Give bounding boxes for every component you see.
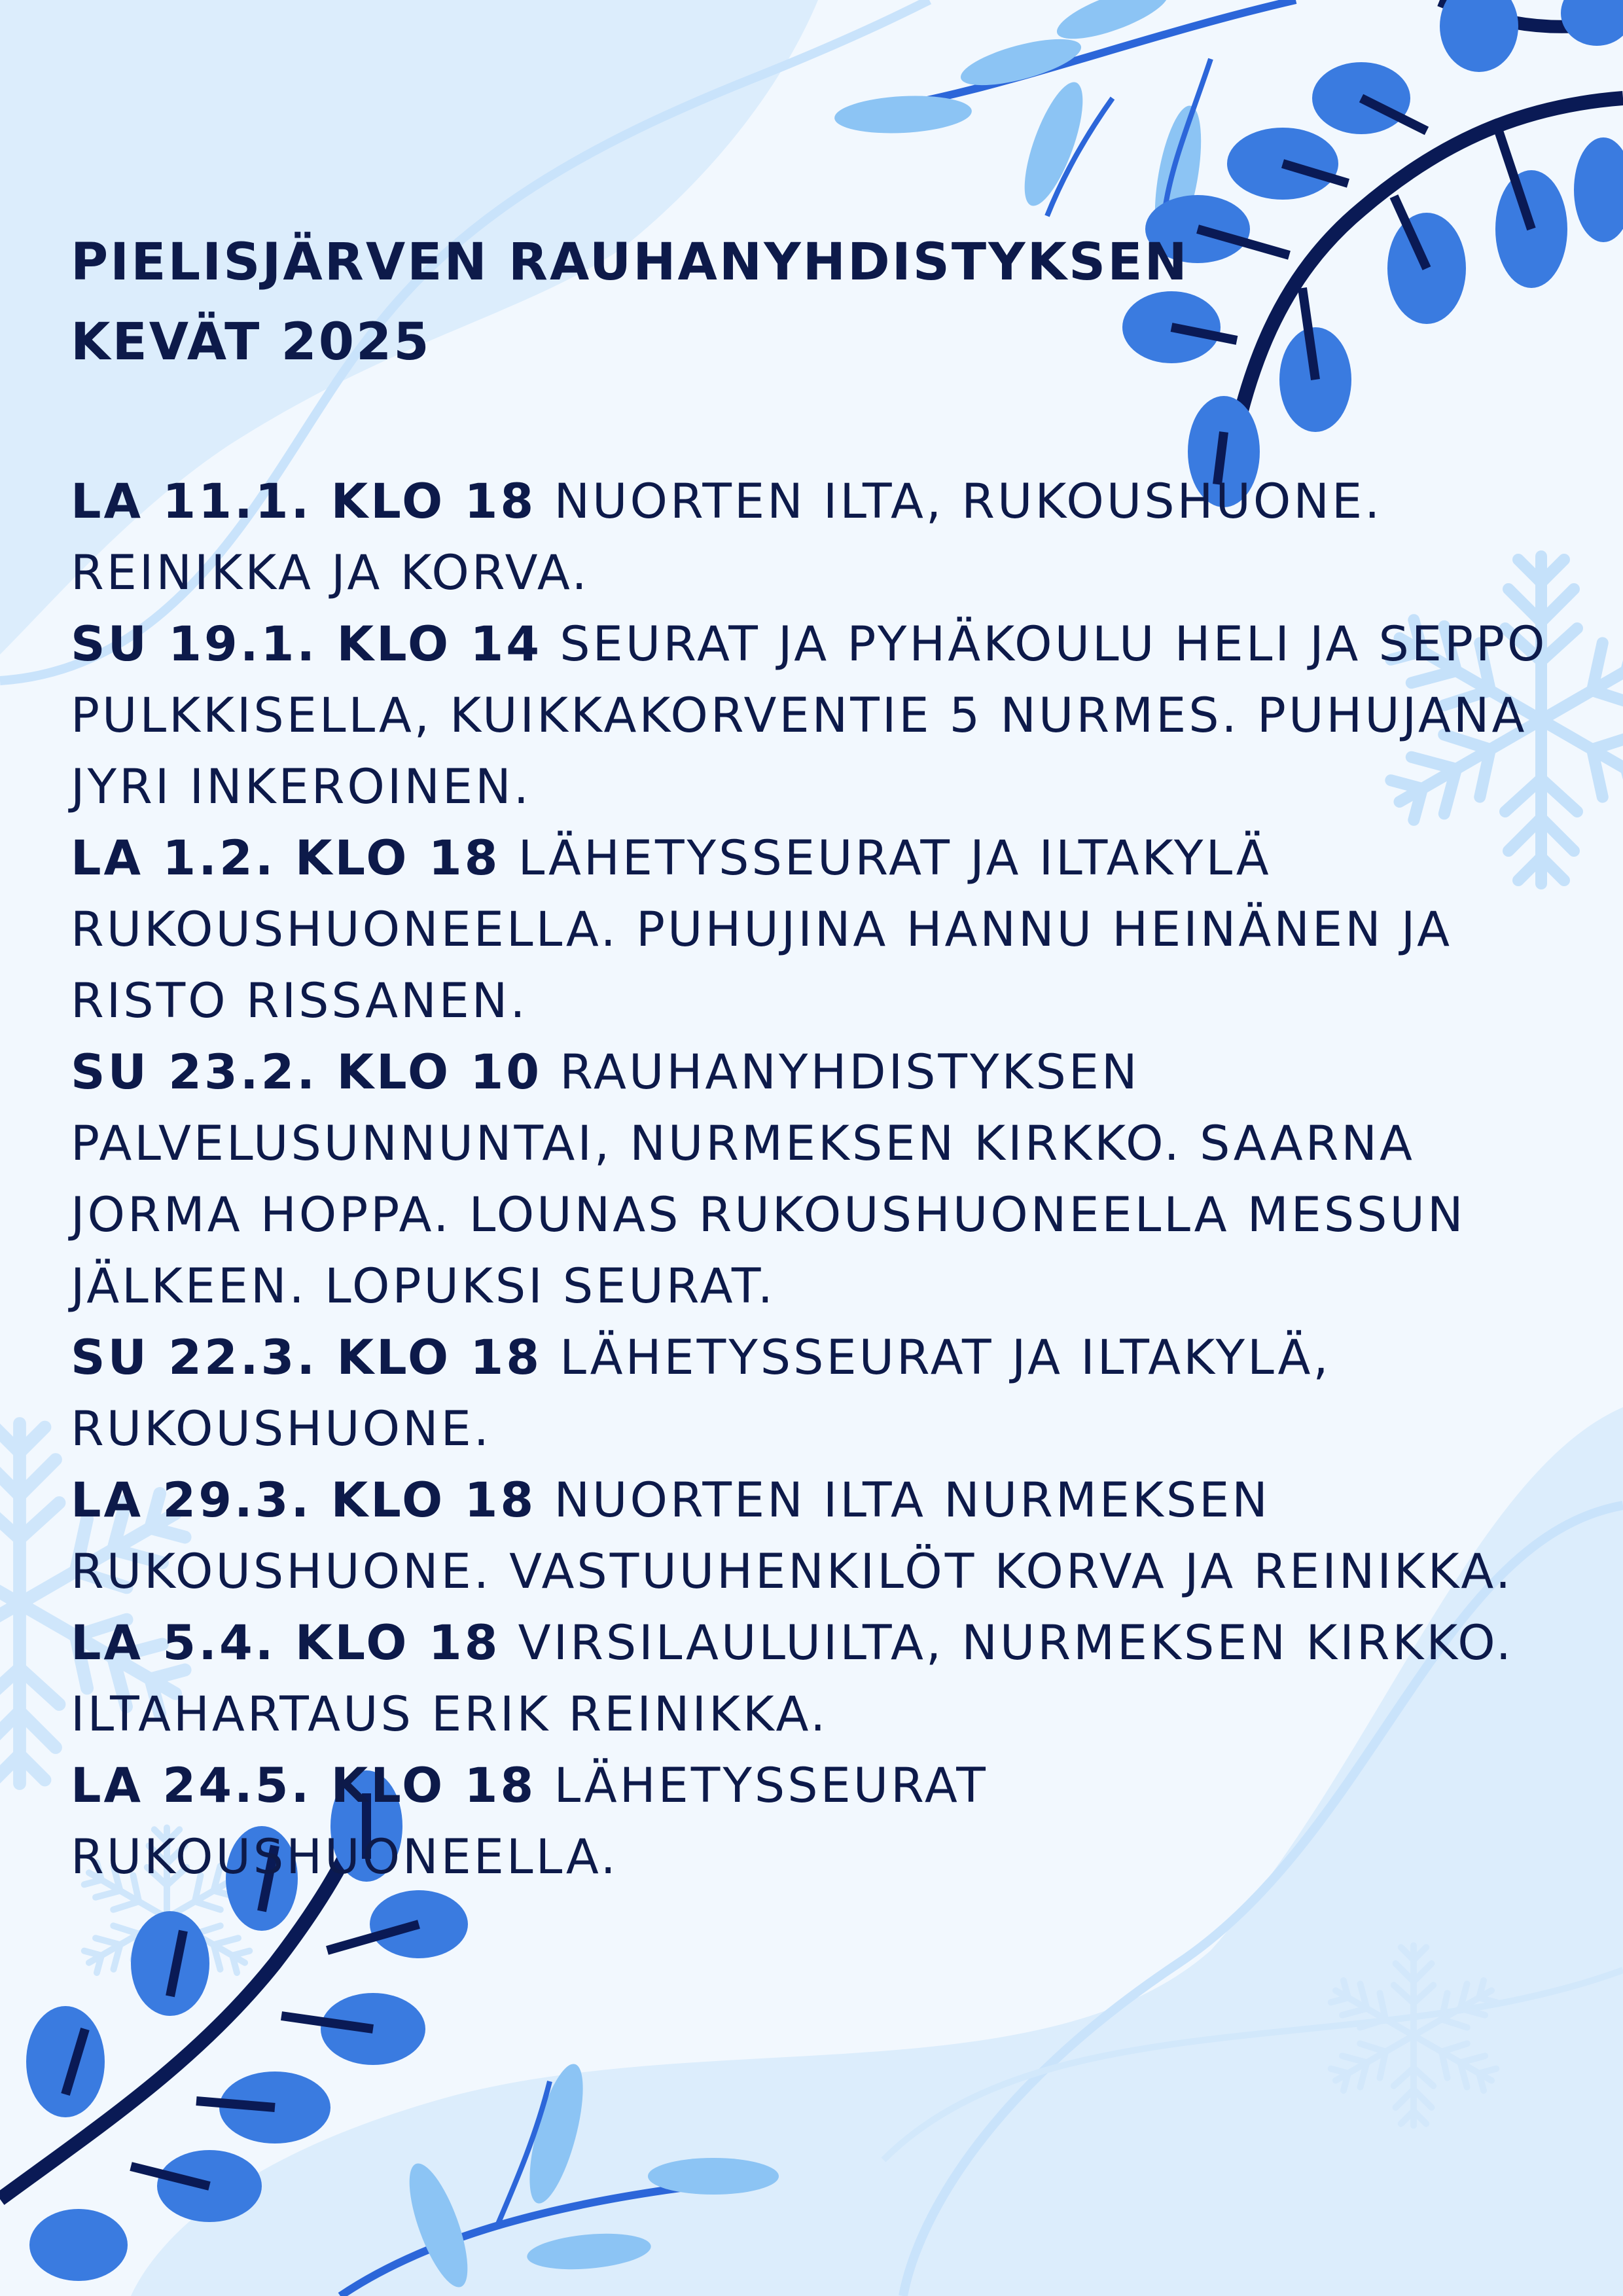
event-datetime: LA 24.5. KLO 18 — [71, 1758, 537, 1814]
event-item — [71, 1607, 1550, 1750]
event-datetime: LA 11.1. KLO 18 — [71, 474, 537, 529]
event-datetime: SU 23.2. KLO 10 — [71, 1045, 543, 1100]
flyer-content — [71, 223, 1550, 1893]
event-description: LÄHETYSSEURAT JA ILTAKYLÄ, RUKOUSHUONE. — [71, 1330, 1331, 1457]
event-datetime: LA 1.2. KLO 18 — [71, 831, 501, 886]
event-item — [71, 1037, 1550, 1322]
event-description: LÄHETYSSEURAT RUKOUSHUONEELLA. — [71, 1758, 988, 1885]
event-description: NUORTEN ILTA, RUKOUSHUONE. REINIKKA JA KORVA. — [71, 474, 1383, 601]
title-line-1: PIELISJÄRVEN RAUHANYHDISTYKSEN — [71, 233, 1189, 292]
event-item — [71, 1465, 1550, 1607]
event-datetime: SU 22.3. KLO 18 — [71, 1330, 543, 1386]
page-title — [71, 223, 1550, 382]
event-datetime: LA 5.4. KLO 18 — [71, 1615, 501, 1671]
title-line-2: KEVÄT 2025 — [71, 313, 431, 372]
event-item — [71, 609, 1550, 823]
event-item — [71, 1322, 1550, 1465]
event-description: RAUHANYHDISTYKSEN PALVELUSUNNUNTAI, NURMEKSEN KIRKKO. SAARNA JORMA HOPPA. LOUNAS RUKOUSHUONEELLA MESSUN JÄLKEEN. LOPUKSI SEURAT. — [71, 1045, 1466, 1314]
event-item — [71, 466, 1550, 609]
event-list — [71, 466, 1550, 1893]
event-datetime: LA 29.3. KLO 18 — [71, 1473, 537, 1528]
event-item — [71, 823, 1550, 1037]
event-description: NUORTEN ILTA NURMEKSEN RUKOUSHUONE. VASTUUHENKILÖT KORVA JA REINIKKA. — [71, 1473, 1514, 1600]
event-datetime: SU 19.1. KLO 14 — [71, 617, 543, 672]
event-description: LÄHETYSSEURAT JA ILTAKYLÄ RUKOUSHUONEELLA. PUHUJINA HANNU HEINÄNEN JA RISTO RISSANEN. — [71, 831, 1453, 1029]
event-item — [71, 1750, 1550, 1893]
event-description: VIRSILAULUILTA, NURMEKSEN KIRKKO. ILTAHARTAUS ERIK REINIKKA. — [71, 1615, 1514, 1742]
event-description: SEURAT JA PYHÄKOULU HELI JA SEPPO PULKKISELLA, KUIKKAKORVENTIE 5 NURMES. PUHUJANA JYRI INKEROINEN. — [71, 617, 1548, 815]
